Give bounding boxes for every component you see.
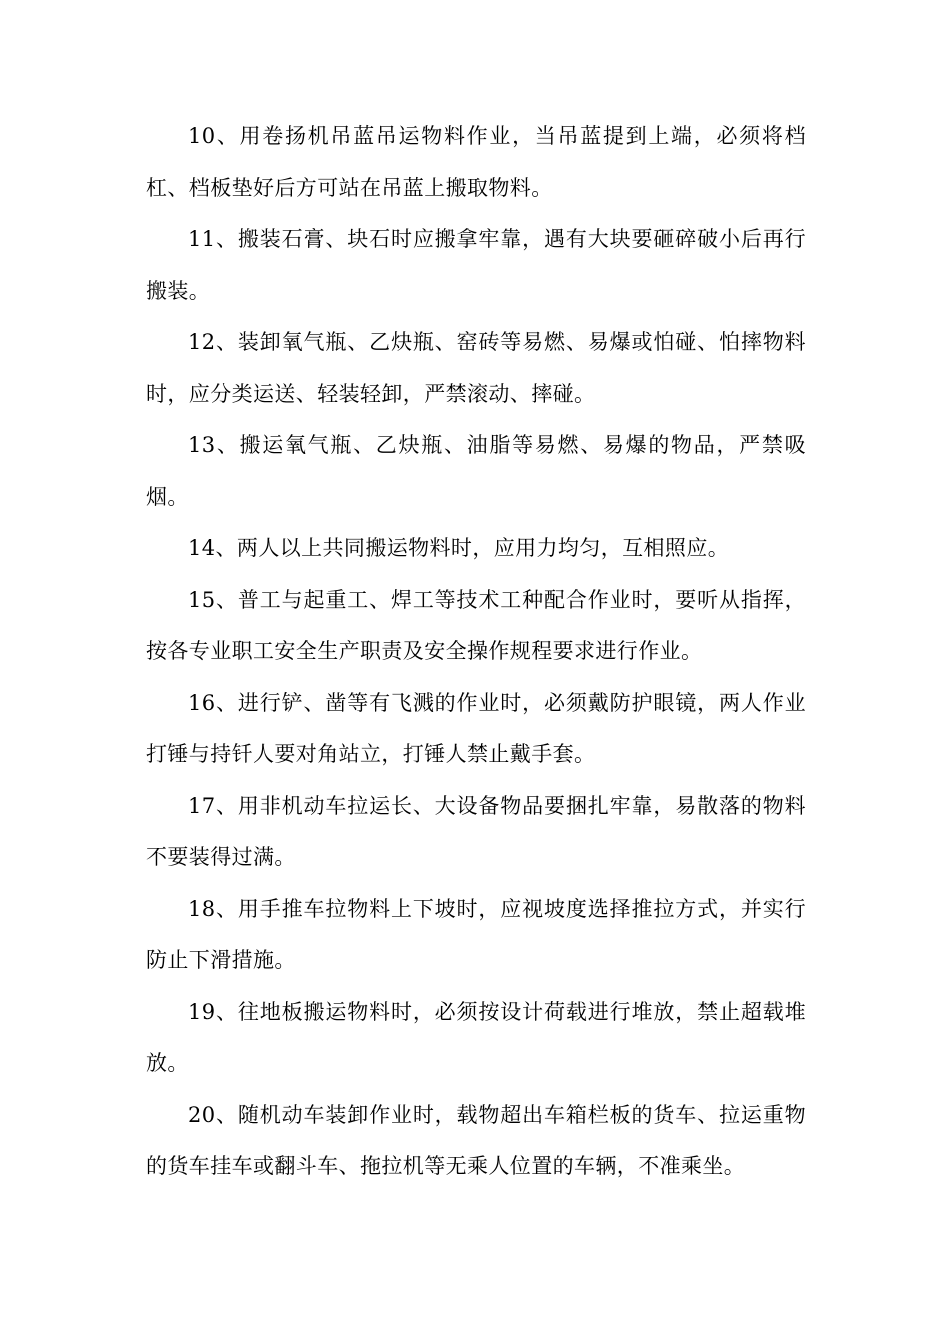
paragraph-item-16: 16、进行铲、凿等有飞溅的作业时，必须戴防护眼镜，两人作业打锤与持钎人要对角站立，打锤人禁止戴手套。: [146, 690, 806, 766]
paragraph-item-15: 15、普工与起重工、焊工等技术工种配合作业时，要听从指挥，按各专业职工安全生产职责及安全操作规程要求进行作业。: [146, 587, 806, 663]
paragraph-item-19: 19、往地板搬运物料时，必须按设计荷载进行堆放，禁止超载堆放。: [146, 999, 806, 1075]
paragraph-item-13: 13、搬运氧气瓶、乙炔瓶、油脂等易燃、易爆的物品，严禁吸烟。: [146, 433, 806, 509]
paragraph-item-20: 20、随机动车装卸作业时，载物超出车箱栏板的货车、拉运重物的货车挂车或翻斗车、拖拉机等无乘人位置的车辆，不准乘坐。: [146, 1102, 806, 1178]
paragraph-item-10: 10、用卷扬机吊蓝吊运物料作业，当吊蓝提到上端，必须将档杠、档板垫好后方可站在吊蓝上搬取物料。: [146, 124, 806, 200]
document-page: [146, 111, 806, 1193]
paragraph-item-18: 18、用手推车拉物料上下坡时，应视坡度选择推拉方式，并实行防止下滑措施。: [146, 896, 806, 972]
paragraph-item-12: 12、装卸氧气瓶、乙炔瓶、窑砖等易燃、易爆或怕碰、怕摔物料时，应分类运送、轻装轻卸，严禁滚动、摔碰。: [146, 330, 806, 406]
paragraph-item-17: 17、用非机动车拉运长、大设备物品要捆扎牢靠，易散落的物料不要装得过满。: [146, 793, 806, 869]
paragraph-item-11: 11、搬装石膏、块石时应搬拿牢靠，遇有大块要砸碎破小后再行搬装。: [146, 227, 806, 303]
paragraph-item-14: 14、两人以上共同搬运物料时，应用力均匀，互相照应。: [188, 536, 730, 560]
